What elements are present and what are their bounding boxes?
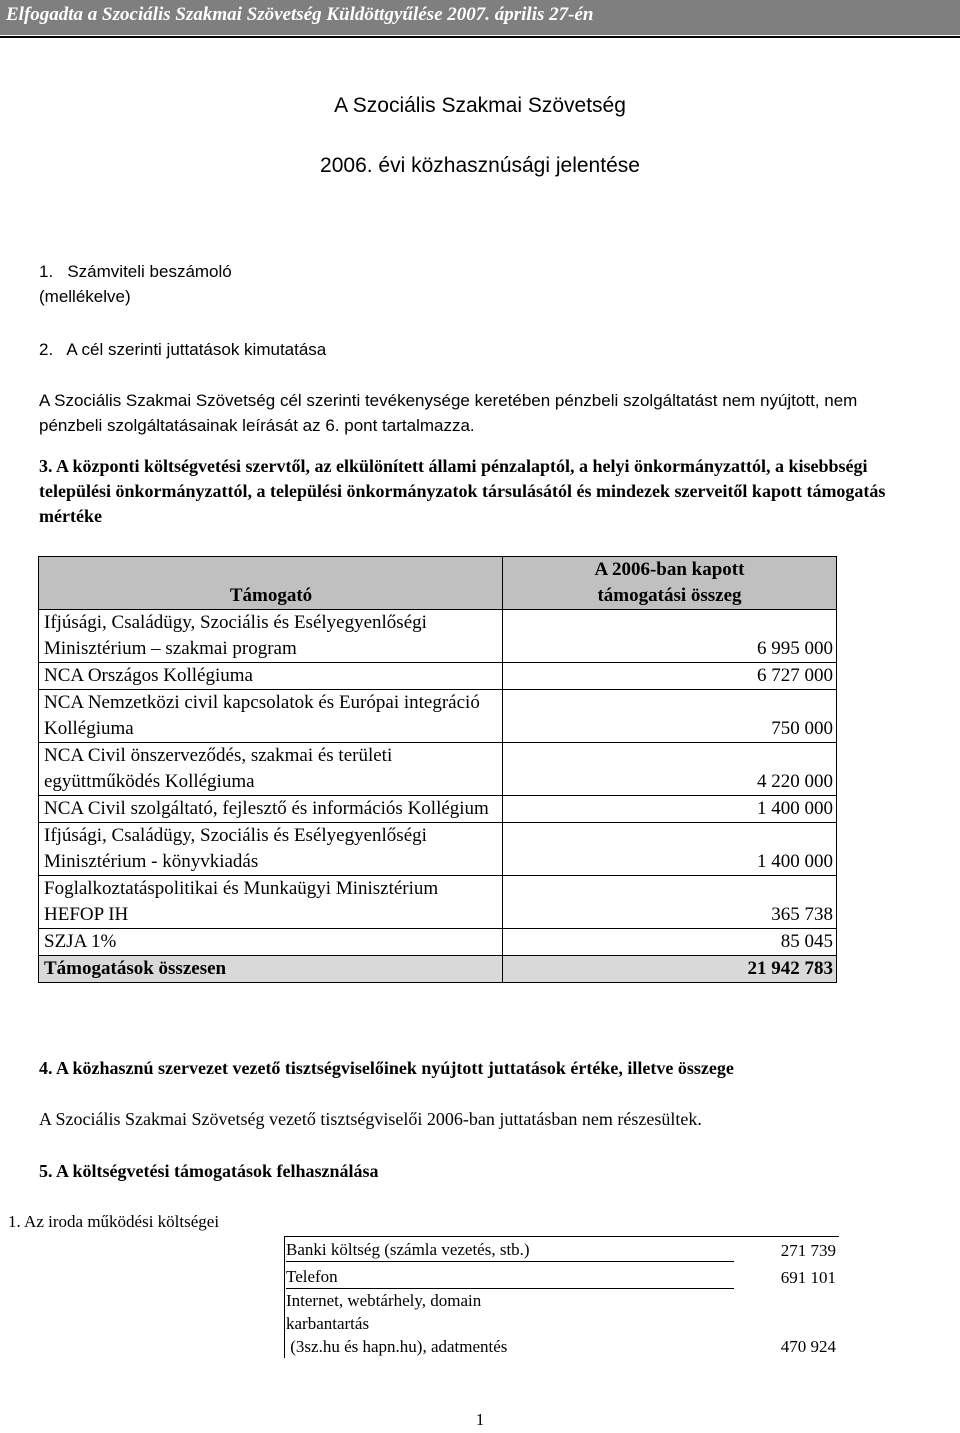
section-1-heading: 1. Számviteli beszámoló [39, 262, 232, 281]
table-row [39, 690, 837, 743]
costs-left-border [284, 1236, 285, 1358]
supporter-name: SZJA 1% [39, 929, 503, 956]
support-table-header [39, 557, 837, 610]
table-row [39, 796, 837, 823]
supporter-name: NCA Civil önszerveződés, szakmai és területi együttműködés Kollégiuma [39, 743, 503, 796]
total-amount: 21 942 783 [503, 956, 837, 983]
supporter-name: Ifjúsági, Családügy, Szociális és Esélyegyenlőségi Minisztérium – szakmai program [39, 610, 503, 663]
cost-name-line: karbantartás [286, 1314, 370, 1333]
table-row [39, 929, 837, 956]
cost-value: 691 101 [780, 1267, 836, 1287]
support-amount: 6 727 000 [503, 663, 837, 690]
supporter-name: NCA Országos Kollégiuma [39, 663, 503, 690]
table-row [39, 663, 837, 690]
support-amount: 85 045 [503, 929, 837, 956]
cost-value: 470 924 [780, 1337, 836, 1356]
section-5-subheading: 1. Az iroda működési költségei [8, 1212, 220, 1231]
supporter-name: Ifjúsági, Családügy, Szociális és Esélyegyenlőségi Minisztérium - könyvkiadás [39, 823, 503, 876]
supporter-name: NCA Nemzetközi civil kapcsolatok és Európai integráció Kollégiuma [39, 690, 503, 743]
section-2-paragraph: A Szociális Szakmai Szövetség cél szerinti tevékenysége keretében pénzbeli szolgáltatást nem nyújtott, nem pénzbeli szolgáltatásainak leírását az 6. pont tartalmazza. [39, 391, 858, 435]
support-table [38, 556, 837, 983]
table-row [286, 1289, 836, 1359]
table-row [286, 1237, 836, 1262]
section-1-note: (mellékelve) [39, 287, 131, 306]
cost-value: 271 739 [780, 1240, 836, 1260]
document-title: A Szociális Szakmai Szövetség [334, 94, 626, 117]
page-header-rule [0, 36, 960, 38]
table-row [39, 610, 837, 663]
section-5-heading: 5. A költségvetési támogatások felhasználása [39, 1161, 379, 1181]
cost-name: Telefon [286, 1262, 734, 1289]
office-costs-table [286, 1237, 836, 1358]
cost-name: Banki költség (számla vezetés, stb.) [286, 1237, 734, 1262]
header-amount: A 2006-ban kapott támogatási összeg [503, 557, 837, 610]
support-amount: 365 738 [503, 876, 837, 929]
support-amount: 6 995 000 [503, 610, 837, 663]
table-total-row [39, 956, 837, 983]
cost-name-line: Internet, webtárhely, domain [286, 1291, 482, 1310]
section-2-heading: 2. A cél szerinti juttatások kimutatása [39, 340, 327, 359]
section-4-paragraph: A Szociális Szakmai Szövetség vezető tisztségviselői 2006-ban juttatásban nem részesültek. [39, 1109, 702, 1129]
support-amount: 750 000 [503, 690, 837, 743]
table-row [286, 1262, 836, 1289]
cost-name-line: (3sz.hu és hapn.hu), adatmentés [286, 1337, 508, 1356]
page-header-text: Elfogadta a Szociális Szakmai Szövetség Küldöttgyűlése 2007. április 27-én [6, 4, 594, 25]
support-amount: 4 220 000 [503, 743, 837, 796]
table-row [39, 876, 837, 929]
supporter-name: Foglalkoztatáspolitikai és Munkaügyi Minisztérium HEFOP IH [39, 876, 503, 929]
document-subtitle: 2006. évi közhasznúsági jelentése [320, 154, 640, 177]
total-label: Támogatások összesen [39, 956, 503, 983]
table-row [39, 743, 837, 796]
support-amount: 1 400 000 [503, 796, 837, 823]
header-supporter: Támogató [39, 557, 503, 610]
supporter-name: NCA Civil szolgáltató, fejlesztő és információs Kollégium [39, 796, 503, 823]
section-4-heading: 4. A közhasznú szervezet vezető tisztségviselőinek nyújtott juttatások értéke, illetve összege [39, 1058, 734, 1078]
table-row [39, 823, 837, 876]
page-number: 1 [475, 1410, 485, 1429]
support-amount: 1 400 000 [503, 823, 837, 876]
cost-name [286, 1289, 734, 1359]
section-3-heading: 3. A központi költségvetési szervtől, az elkülönített állami pénzalaptól, a helyi önkormányzattól, a kisebbségi települési önkormányzattól, a települési önkormányzatok társulásától és mindezek szerveitől kapott támogatás mértéke [39, 456, 886, 526]
